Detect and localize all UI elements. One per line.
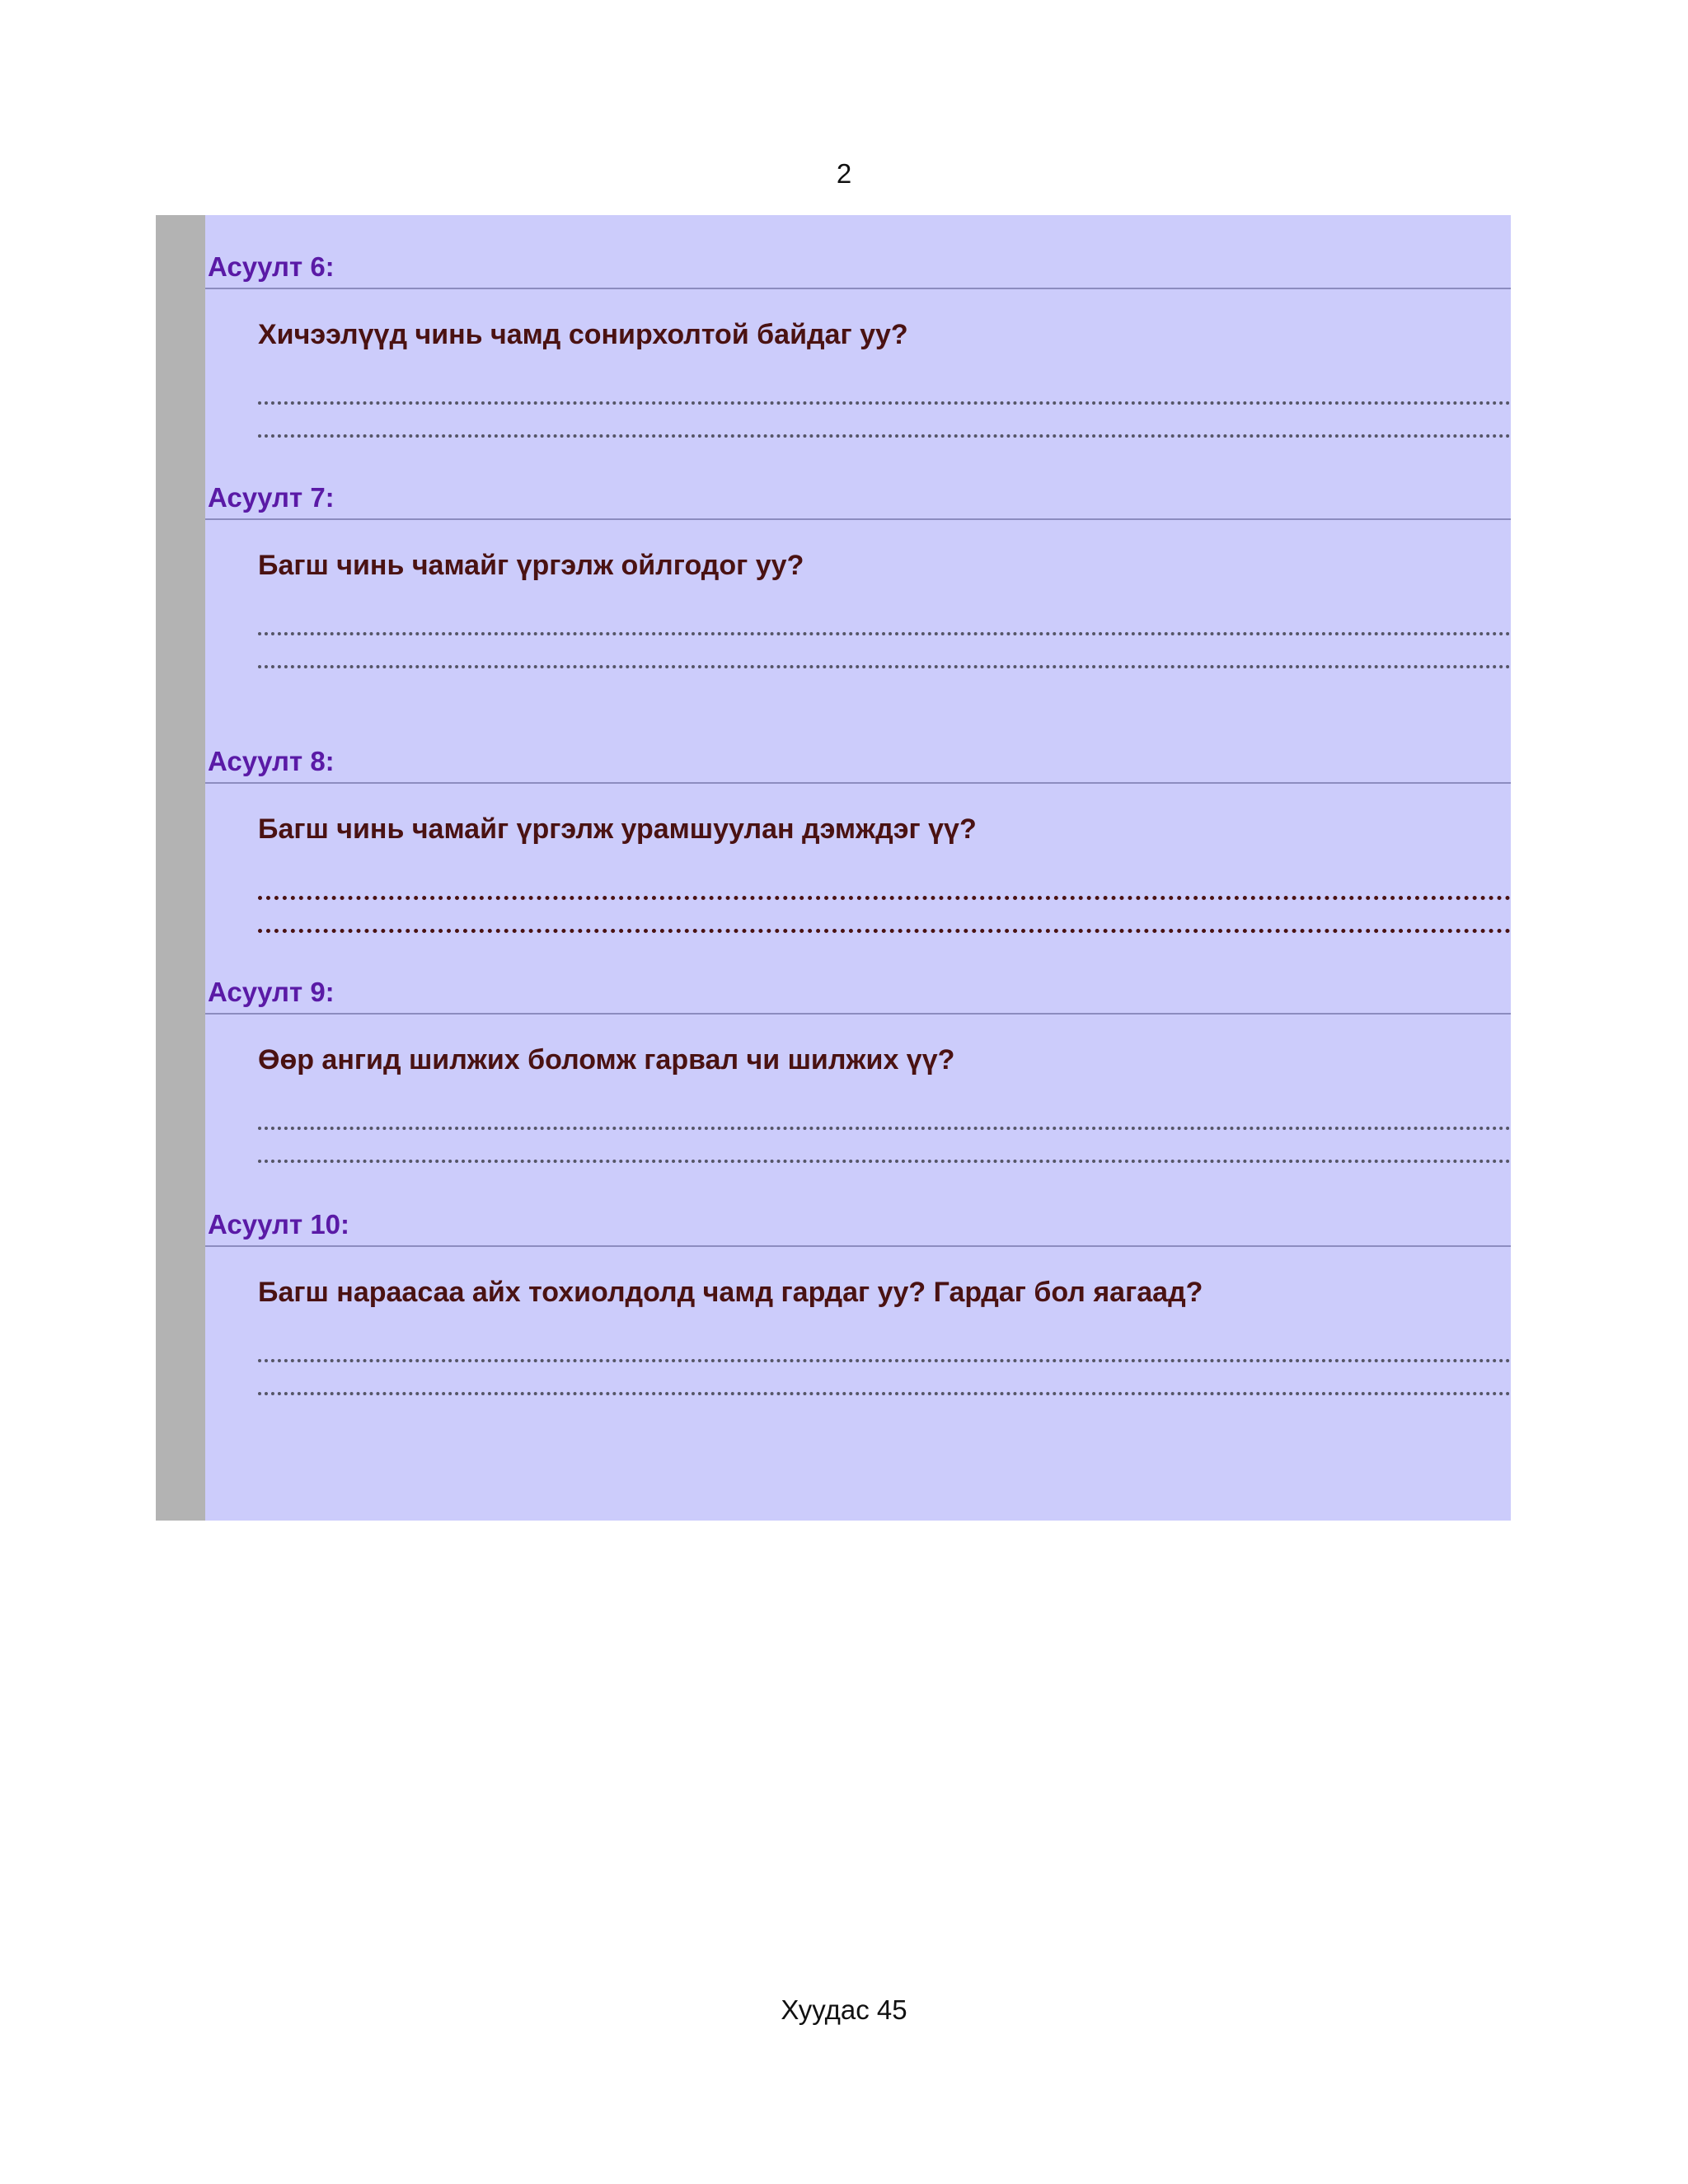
question-8-text: Багш чинь чамайг үргэлж урамшуулан дэмждэг үү? bbox=[258, 813, 977, 845]
page-footer: Хуудас 45 bbox=[781, 1994, 907, 2025]
question-9-answer-line-1[interactable] bbox=[258, 1127, 1511, 1130]
question-10-answer-line-2[interactable] bbox=[258, 1392, 1511, 1395]
panel-side-bar bbox=[156, 215, 205, 1521]
page-number: 2 bbox=[836, 158, 852, 189]
question-9-section bbox=[205, 940, 1511, 1173]
question-7-text: Багш чинь чамайг үргэлж ойлгодог уу? bbox=[258, 550, 804, 581]
question-9-label: Асуулт 9: bbox=[208, 977, 335, 1007]
questionnaire-panel bbox=[156, 215, 1511, 1521]
question-7-section bbox=[205, 446, 1511, 710]
question-8-answer-line-1[interactable] bbox=[258, 896, 1511, 900]
question-8-section bbox=[205, 710, 1511, 940]
question-10-heading bbox=[205, 1173, 1511, 1247]
question-7-answer-line-1[interactable] bbox=[258, 632, 1511, 635]
question-6-label: Асуулт 6: bbox=[208, 251, 335, 282]
question-7-heading bbox=[205, 446, 1511, 520]
question-8-heading bbox=[205, 710, 1511, 784]
question-6-section bbox=[205, 215, 1511, 446]
question-10-section bbox=[205, 1173, 1511, 1420]
question-8-label: Асуулт 8: bbox=[208, 746, 335, 776]
question-10-answer-line-1[interactable] bbox=[258, 1359, 1511, 1362]
question-6-answer-line-1[interactable] bbox=[258, 401, 1511, 405]
question-8-answer-line-2[interactable] bbox=[258, 929, 1511, 933]
question-7-label: Асуулт 7: bbox=[208, 482, 335, 513]
question-10-text: Багш нараасаа айх тохиолдолд чамд гардаг уу? Гардаг бол яагаад? bbox=[258, 1277, 1203, 1308]
question-9-text: Өөр ангид шилжих боломж гарвал чи шилжих үү? bbox=[258, 1044, 955, 1076]
question-7-answer-line-2[interactable] bbox=[258, 665, 1511, 668]
question-6-answer-line-2[interactable] bbox=[258, 434, 1511, 438]
question-10-label: Асуулт 10: bbox=[208, 1209, 350, 1240]
question-9-answer-line-2[interactable] bbox=[258, 1160, 1511, 1163]
question-6-heading bbox=[205, 215, 1511, 289]
question-6-text: Хичээлүүд чинь чамд сонирхолтой байдаг уу? bbox=[258, 319, 908, 350]
question-9-heading bbox=[205, 940, 1511, 1015]
